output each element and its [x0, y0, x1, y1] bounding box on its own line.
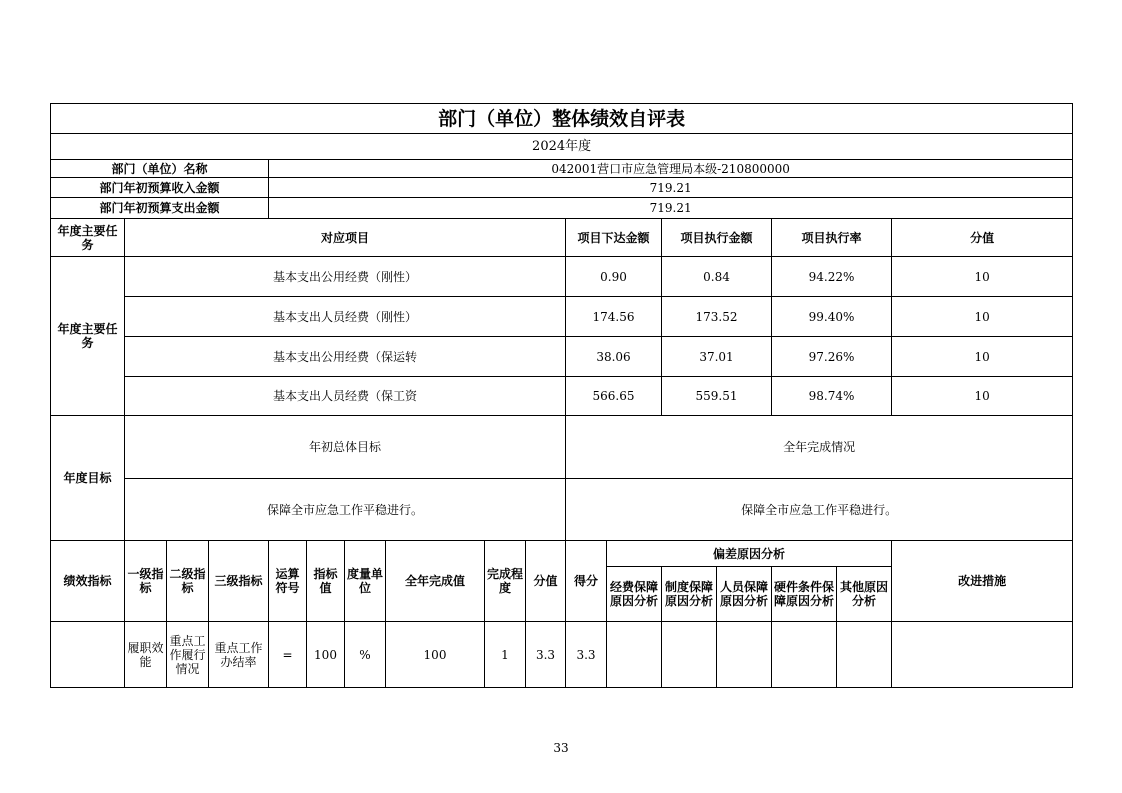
expense-value: 719.21	[269, 198, 1073, 219]
indicators-label: 绩效指标	[51, 541, 125, 622]
indicator-operator: =	[269, 622, 307, 688]
completion-text: 保障全市应急工作平稳进行。	[566, 479, 1073, 541]
task-allocated: 0.90	[566, 257, 662, 297]
task-rate: 97.26%	[772, 337, 892, 377]
performance-table	[50, 103, 1073, 688]
col-header-dev-funding: 经费保障原因分析	[607, 567, 662, 622]
col-header-dev-staff: 人员保障原因分析	[717, 567, 772, 622]
table-row	[51, 337, 1073, 377]
task-score-value: 10	[892, 377, 1073, 416]
task-score-value: 10	[892, 337, 1073, 377]
col-header-executed: 项目执行金额	[662, 219, 772, 257]
col-header-improvement: 改进措施	[892, 541, 1073, 622]
indicator-improvement	[892, 622, 1073, 688]
task-item: 基本支出人员经费（刚性）	[125, 297, 566, 337]
dept-name-value: 042001营口市应急管理局本级-210800000	[269, 160, 1073, 178]
col-header-dev-system: 制度保障原因分析	[662, 567, 717, 622]
col-header-dev-hardware: 硬件条件保障原因分析	[772, 567, 837, 622]
task-rate: 99.40%	[772, 297, 892, 337]
indicator-score: 3.3	[566, 622, 607, 688]
indicator-score-value: 3.3	[526, 622, 566, 688]
col-header-level2: 二级指标	[167, 541, 209, 622]
col-header-item: 对应项目	[125, 219, 566, 257]
task-executed: 559.51	[662, 377, 772, 416]
col-header-target: 指标值	[307, 541, 345, 622]
indicator-dev-other	[837, 622, 892, 688]
task-executed: 0.84	[662, 257, 772, 297]
indicator-dev-hardware	[772, 622, 837, 688]
task-item: 基本支出人员经费（保工资	[125, 377, 566, 416]
income-value: 719.21	[269, 178, 1073, 198]
indicator-completion: 1	[485, 622, 526, 688]
tasks-header-label: 年度主要任务	[51, 219, 125, 257]
table-row	[51, 622, 1073, 688]
initial-goal-text: 保障全市应急工作平稳进行。	[125, 479, 566, 541]
initial-goal-header: 年初总体目标	[125, 416, 566, 479]
task-item: 基本支出公用经费（保运转	[125, 337, 566, 377]
task-rate: 98.74%	[772, 377, 892, 416]
col-header-deviation: 偏差原因分析	[607, 541, 892, 567]
dept-name-label: 部门（单位）名称	[51, 160, 269, 178]
tasks-row-label: 年度主要任务	[51, 257, 125, 416]
col-header-ind-score: 得分	[566, 541, 607, 622]
page-title: 部门（单位）整体绩效自评表	[51, 104, 1073, 134]
table-row	[51, 297, 1073, 337]
indicator-level2: 重点工作履行情况	[167, 622, 209, 688]
performance-evaluation-sheet	[50, 103, 1072, 692]
indicator-actual: 100	[386, 622, 485, 688]
task-allocated: 38.06	[566, 337, 662, 377]
indicator-dev-funding	[607, 622, 662, 688]
col-header-allocated: 项目下达金额	[566, 219, 662, 257]
goals-label: 年度目标	[51, 416, 125, 541]
indicator-group-cell	[51, 622, 125, 688]
task-score-value: 10	[892, 257, 1073, 297]
page-number: 33	[553, 741, 569, 755]
task-score-value: 10	[892, 297, 1073, 337]
col-header-completion: 完成程度	[485, 541, 526, 622]
table-row	[51, 377, 1073, 416]
completion-header: 全年完成情况	[566, 416, 1073, 479]
indicator-dev-system	[662, 622, 717, 688]
col-header-level1: 一级指标	[125, 541, 167, 622]
col-header-rate: 项目执行率	[772, 219, 892, 257]
col-header-ind-score-value: 分值	[526, 541, 566, 622]
indicator-unit: %	[345, 622, 386, 688]
col-header-level3: 三级指标	[209, 541, 269, 622]
indicator-target: 100	[307, 622, 345, 688]
task-executed: 37.01	[662, 337, 772, 377]
fiscal-year: 2024年度	[51, 134, 1073, 160]
task-item: 基本支出公用经费（刚性）	[125, 257, 566, 297]
col-header-score-value: 分值	[892, 219, 1073, 257]
col-header-actual: 全年完成值	[386, 541, 485, 622]
task-executed: 173.52	[662, 297, 772, 337]
indicator-level1: 履职效能	[125, 622, 167, 688]
indicator-dev-staff	[717, 622, 772, 688]
task-allocated: 566.65	[566, 377, 662, 416]
col-header-operator: 运算符号	[269, 541, 307, 622]
expense-label: 部门年初预算支出金额	[51, 198, 269, 219]
table-row	[51, 257, 1073, 297]
col-header-unit: 度量单位	[345, 541, 386, 622]
indicator-level3: 重点工作办结率	[209, 622, 269, 688]
income-label: 部门年初预算收入金额	[51, 178, 269, 198]
task-allocated: 174.56	[566, 297, 662, 337]
task-rate: 94.22%	[772, 257, 892, 297]
col-header-dev-other: 其他原因分析	[837, 567, 892, 622]
